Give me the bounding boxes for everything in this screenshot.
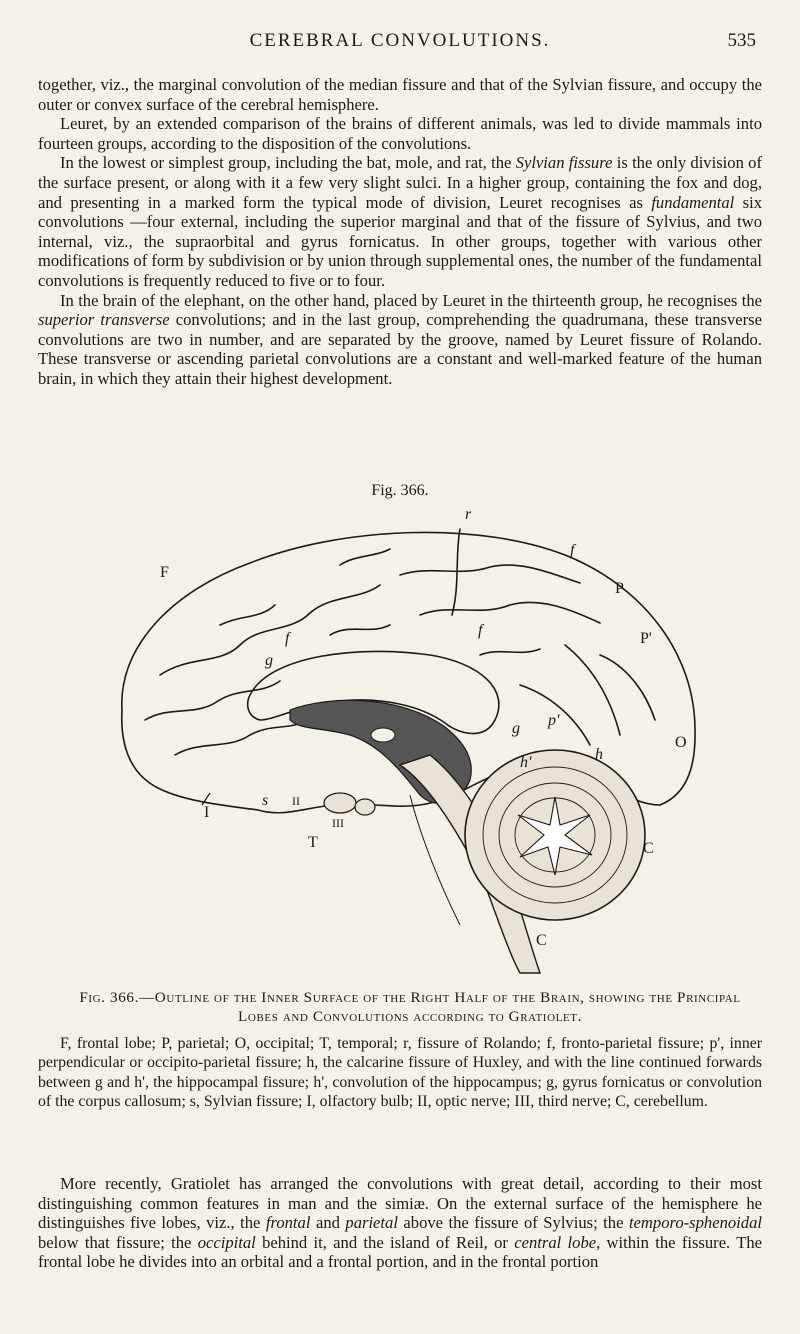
closing-text — [38, 1174, 762, 1272]
label-gyrus-b: g — [512, 720, 520, 737]
paragraph: More recently, Gratiolet has arranged the convolutions with great detail, according to their most distinguishing common features in man and the simiæ. On the external surface of the hemisphere he distinguishes five lobes, viz., the frontal and parietal above the fissure of Sylvius; the temporo-sphenoidal below that fissure; the occipital behind it, and the island of Reil, or central lobe, within the fissure. The frontal lobe he divides into an orbital and a frontal portion, and in the frontal portion — [38, 1174, 762, 1272]
emphasis: central lobe, — [514, 1232, 601, 1252]
figure-title: Fig. 366. — [371, 482, 429, 499]
emphasis: frontal — [265, 1213, 311, 1233]
intro-text — [38, 75, 762, 389]
label-sylvian: s — [262, 792, 269, 809]
label-rolando: r — [465, 506, 472, 523]
paragraph: together, viz., the marginal convolution of the median fissure and that of the Sylvian fissure, and occupy the outer or convex surface of the cerebral hemisphere. — [38, 75, 762, 114]
paragraph: In the lowest or simplest group, including the bat, mole, and rat, the Sylvian fissure is the only division of the surface present, or along with it a few very slight sulci. In a higher group, containing the fox and dog, and presenting in a marked form the typical mode of division, Leuret recognises as fundamental six convolutions —four external, including the superior marginal and that of the fissure of Sylvius, and two internal, viz., the supraorbital and gyrus fornicatus. In other groups, together with various other modifications of form by subdivision or by union through supplemental ones, the number of the fundamental convolutions is frequently reduced to five or to four. — [38, 153, 763, 290]
page-header — [0, 30, 800, 60]
label-olfactory: I — [204, 804, 210, 821]
paragraph: Leuret, by an extended comparison of the brains of different animals, was led to divide mammals into fourteen groups, according to the disposition of the convolutions. — [38, 114, 762, 153]
label-parietal: P — [615, 580, 624, 597]
legend-text: F, frontal lobe; P, parietal; O, occipital; T, temporal; r, fissure of Rolando; f, fronto-parietal fissure; p', inner perpendicular or occipito-parietal fissure; h, the calcarine fissure of Huxley, and with the line continued forwards between g and h', the hippocampal fissure; h', convolution of the hippocampus; g, gyrus fornicatus or convolution of the corpus callosum; s, Sylvian fissure; I, olfactory bulb; II, optic nerve; III, third nerve; C, cerebellum. — [38, 1035, 762, 1111]
page-number: 535 — [727, 30, 756, 51]
label-cerebellum-b: C — [536, 932, 547, 949]
brain-figure — [100, 505, 720, 985]
emphasis: temporo-sphenoidal — [628, 1213, 762, 1233]
emphasis: fundamental — [651, 192, 735, 212]
emphasis: parietal — [345, 1213, 398, 1233]
label-optic: II — [292, 794, 300, 808]
cerebellum — [465, 750, 645, 920]
label-fissure-b: f — [478, 622, 483, 639]
label-occipito-parietal: p' — [548, 712, 560, 729]
label-hippocampus: h' — [520, 754, 532, 771]
label-frontal: F — [160, 564, 169, 581]
label-calcarine: h — [595, 746, 603, 763]
label-fronto-parietal-top: f — [570, 542, 575, 559]
label-temporal: T — [308, 834, 318, 851]
figure-caption: Fig. 366.—Outline of the Inner Surface of the Right Half of the Brain, showing the Principal Lobes and Convolutions according to Gratiolet. — [79, 989, 741, 1025]
paragraph: In the brain of the elephant, on the other hand, placed by Leuret in the thirteenth group, he recognises the superior transverse convolutions; and in the last group, comprehending the quadrumana, these transverse convolutions are two in number, and are separated by the groove, named by Leuret fissure of Rolando. These transverse or ascending parietal convolutions are a constant and well-marked feature of the human brain, in which they attain their highest development. — [38, 290, 762, 388]
label-fissure-a: f — [285, 630, 290, 647]
running-title: CEREBRAL CONVOLUTIONS. — [249, 30, 551, 51]
emphasis: Sylvian fissure — [515, 153, 613, 173]
figure-legend — [38, 1034, 762, 1112]
label-third-nerve: III — [332, 816, 344, 830]
brain-illustration — [100, 505, 720, 985]
label-occipital: O — [675, 734, 687, 751]
label-cerebellum-a: C — [643, 840, 654, 857]
emphasis: occipital — [197, 1232, 256, 1252]
label-parietal-prime: P' — [640, 630, 652, 647]
emphasis: superior transverse — [38, 310, 170, 330]
label-gyrus-a: g — [265, 652, 273, 669]
